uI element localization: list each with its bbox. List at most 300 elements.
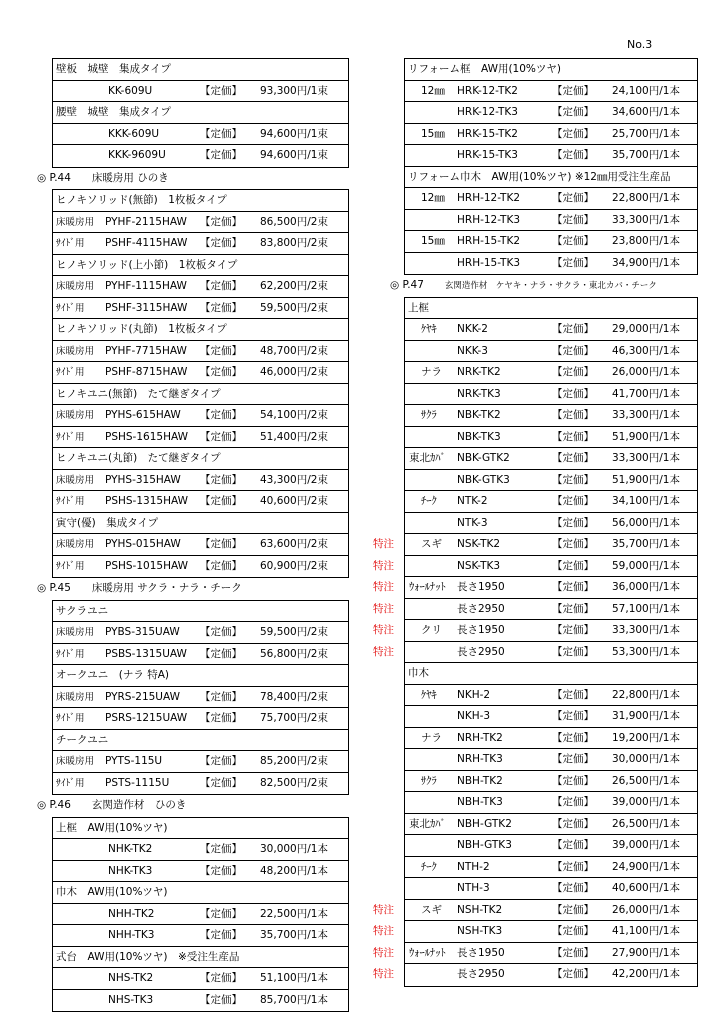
price-label: 【定価】 [552, 946, 594, 959]
price-label: 【定価】 [200, 127, 242, 140]
product-code: NBK-GTK2 [457, 452, 510, 464]
variant-label: ｻｸﾗ [421, 774, 437, 787]
product-row [373, 943, 697, 965]
product-code: PSBS-1315UAW [105, 647, 187, 660]
product-row [405, 706, 697, 728]
price-label: 【定価】 [552, 903, 594, 916]
product-code: NSH-TK3 [457, 925, 503, 937]
product-row [373, 642, 697, 664]
price-value: 40,600円/1本 [612, 882, 680, 894]
product-row [53, 405, 348, 427]
price-label: 【定価】 [552, 235, 594, 247]
product-code: NSK-TK2 [457, 538, 501, 550]
price-label: 【定価】 [552, 127, 594, 140]
product-row [405, 405, 697, 427]
usage-label: 床暖房用 [56, 216, 95, 228]
price-value: 51,900円/1本 [612, 430, 680, 443]
category-header: ヒノキソリッド(丸節) 1枚板タイプ [53, 319, 348, 341]
price-label: 【定価】 [552, 256, 594, 269]
price-label: 【定価】 [552, 84, 594, 97]
price-value: 93,300円/1束 [260, 84, 328, 97]
product-row [53, 556, 348, 578]
price-label: 【定価】 [552, 516, 594, 529]
price-label: 【定価】 [552, 817, 594, 830]
product-row [53, 861, 348, 883]
category-header: ヒノキソリッド(上小節) 1枚板タイプ [53, 255, 348, 277]
price-value: 41,100円/1本 [612, 925, 680, 937]
price-value: 85,200円/2束 [260, 755, 328, 767]
price-block [404, 58, 698, 275]
price-label: 【定価】 [200, 84, 242, 97]
price-value: 59,500円/2束 [260, 626, 328, 638]
product-code: PYHS-015HAW [105, 538, 181, 550]
price-label: 【定価】 [552, 409, 594, 421]
product-row [405, 878, 697, 900]
usage-label: ｻｲﾄﾞ用 [56, 560, 85, 572]
special-order-mark: 特注 [373, 559, 394, 572]
product-row [373, 599, 697, 621]
price-label: 【定価】 [200, 907, 242, 920]
product-code: PSHF-3115HAW [105, 301, 188, 314]
price-value: 26,000円/1本 [612, 903, 680, 916]
price-label: 【定価】 [552, 968, 594, 980]
usage-label: ｻｲﾄﾞ用 [56, 713, 85, 724]
section-title: ◎ P.47 [390, 279, 424, 291]
product-row [405, 102, 697, 124]
special-order-mark: 特注 [373, 624, 394, 636]
price-label: 【定価】 [200, 409, 242, 421]
special-order-mark: 特注 [373, 925, 394, 937]
price-value: 54,100円/2束 [260, 409, 328, 421]
usage-label: ｻｲﾄﾞ用 [56, 431, 85, 443]
price-label: 【定価】 [200, 237, 242, 249]
price-label: 【定価】 [552, 106, 594, 118]
product-row [373, 900, 697, 922]
product-code: 長さ1950 [457, 946, 505, 959]
price-label: 【定価】 [200, 559, 242, 572]
product-code: NBK-GTK3 [457, 473, 510, 486]
product-row [53, 81, 348, 103]
price-label: 【定価】 [200, 430, 242, 443]
special-order-mark: 特注 [373, 538, 394, 550]
usage-label: 床暖房用 [56, 474, 95, 486]
product-row [53, 427, 348, 449]
product-row [405, 362, 697, 384]
price-value: 62,200円/2束 [260, 280, 328, 292]
price-value: 35,700円/1本 [612, 149, 680, 161]
product-code: NSH-TK2 [457, 903, 503, 916]
price-value: 39,000円/1本 [612, 796, 680, 808]
usage-label: ｻｲﾄﾞ用 [56, 302, 85, 314]
product-code: NRH-TK2 [457, 731, 503, 744]
product-code: HRK-15-TK3 [457, 149, 518, 161]
product-row [373, 921, 697, 943]
product-code: PSHS-1315HAW [105, 495, 188, 507]
price-value: 86,500円/2束 [260, 215, 328, 228]
product-code: NBH-TK3 [457, 796, 503, 808]
product-row [53, 708, 348, 730]
product-row [405, 124, 697, 146]
price-value: 26,000円/1本 [612, 366, 680, 378]
product-row [405, 771, 697, 793]
price-value: 34,900円/1本 [612, 256, 680, 269]
product-row [405, 448, 697, 470]
product-row [53, 470, 348, 492]
price-label: 【定価】 [200, 690, 242, 703]
product-row [53, 298, 348, 320]
price-label: 【定価】 [200, 712, 242, 724]
price-label: 【定価】 [552, 149, 594, 161]
product-code: NBH-GTK2 [457, 817, 512, 830]
product-code: NSK-TK3 [457, 559, 501, 572]
product-row [53, 968, 348, 990]
category-header: ヒノキユニ(丸節) たて継ぎタイプ [53, 448, 348, 470]
variant-label: クリ [421, 624, 442, 636]
price-label: 【定価】 [552, 602, 594, 615]
category-header: 腰壁 城壁 集成タイプ [53, 102, 348, 124]
variant-label: ｳｫｰﾙﾅｯﾄ [409, 581, 446, 593]
special-order-mark: 特注 [373, 645, 394, 658]
product-row [53, 212, 348, 234]
price-label: 【定価】 [200, 473, 242, 486]
price-value: 22,800円/1本 [612, 688, 680, 701]
price-label: 【定価】 [552, 344, 594, 357]
price-value: 39,000円/1本 [612, 839, 680, 851]
price-value: 57,100円/1本 [612, 602, 680, 615]
price-value: 43,300円/2束 [260, 473, 328, 486]
variant-label: スギ [421, 903, 442, 916]
product-code: NHH-TK3 [108, 929, 155, 941]
price-label: 【定価】 [552, 213, 594, 226]
category-header: オークユニ (ナラ 特A) [53, 665, 348, 687]
price-label: 【定価】 [200, 972, 242, 984]
price-value: 29,000円/1本 [612, 323, 680, 335]
product-row [373, 964, 697, 986]
price-label: 【定価】 [552, 323, 594, 335]
product-code: NHS-TK2 [108, 972, 154, 984]
price-label: 【定価】 [200, 647, 242, 660]
price-value: 56,000円/1本 [612, 516, 680, 529]
price-value: 35,700円/1本 [612, 538, 680, 550]
product-row [53, 534, 348, 556]
price-value: 35,700円/1本 [260, 929, 328, 941]
price-label: 【定価】 [552, 387, 594, 400]
price-label: 【定価】 [552, 473, 594, 486]
price-value: 46,000円/2束 [260, 366, 328, 378]
price-value: 85,700円/1本 [260, 993, 328, 1006]
product-row [405, 81, 697, 103]
usage-label: 床暖房用 [56, 345, 95, 357]
price-value: 23,800円/1本 [612, 235, 680, 247]
usage-label: ｻｲﾄﾞ用 [56, 648, 85, 660]
variant-label: ﾁｰｸ [421, 495, 437, 507]
product-row [405, 685, 697, 707]
price-label: 【定価】 [552, 925, 594, 937]
category-header: 式台 AW用(10%ツヤ) ※受注生産品 [53, 947, 348, 969]
product-row [53, 990, 348, 1012]
product-code: NHK-TK2 [108, 843, 153, 855]
product-code: HRK-12-TK2 [457, 84, 518, 97]
product-code: HRH-15-TK3 [457, 256, 521, 269]
price-label: 【定価】 [552, 839, 594, 851]
product-code: NRK-TK2 [457, 366, 501, 378]
price-label: 【定価】 [200, 929, 242, 941]
page-number: No.3 [627, 38, 653, 51]
price-label: 【定価】 [552, 452, 594, 464]
price-label: 【定価】 [200, 843, 242, 855]
product-row [53, 233, 348, 255]
variant-label: 12㎜ [421, 84, 445, 97]
product-row [405, 319, 697, 341]
product-code: HRH-15-TK2 [457, 235, 521, 247]
product-row [405, 513, 697, 535]
price-label: 【定価】 [200, 495, 242, 507]
usage-label: 床暖房用 [56, 691, 95, 703]
product-row [405, 231, 697, 253]
category-header: リフォーム框 AW用(10%ツヤ) [405, 59, 697, 81]
product-code: NRK-TK3 [457, 387, 501, 400]
left-column [37, 58, 349, 1012]
product-code: NKK-2 [457, 323, 488, 335]
price-value: 78,400円/2束 [260, 690, 328, 703]
price-label: 【定価】 [552, 559, 594, 572]
category-header: リフォーム巾木 AW用(10%ツヤ) ※12㎜用受注生産品 [405, 167, 697, 189]
product-code: PYHS-315HAW [105, 473, 181, 486]
product-code: 長さ1950 [457, 581, 505, 593]
category-header: ヒノキソリッド(無節) 1枚板タイプ [53, 190, 348, 212]
product-row [405, 384, 697, 406]
product-code: NBK-TK3 [457, 430, 501, 443]
category-header: 上框 [405, 298, 697, 320]
product-code: HRH-12-TK2 [457, 192, 521, 204]
price-value: 94,600円/1束 [260, 149, 328, 161]
product-row [405, 253, 697, 275]
price-label: 【定価】 [200, 993, 242, 1006]
special-order-mark: 特注 [373, 602, 394, 615]
price-value: 24,100円/1本 [612, 84, 680, 97]
category-header: ヒノキユニ(無節) たて継ぎタイプ [53, 384, 348, 406]
product-row [53, 276, 348, 298]
price-value: 30,000円/1本 [260, 843, 328, 855]
price-value: 41,700円/1本 [612, 387, 680, 400]
category-header: チークユニ [53, 730, 348, 752]
product-row [53, 839, 348, 861]
variant-label: ｻｸﾗ [421, 409, 437, 421]
category-header: 巾木 [405, 663, 697, 685]
product-row [405, 341, 697, 363]
product-row [53, 687, 348, 709]
price-value: 59,000円/1本 [612, 559, 680, 572]
variant-label: ﾁｰｸ [421, 860, 437, 873]
price-block [52, 600, 349, 796]
usage-label: 床暖房用 [56, 756, 95, 767]
product-row [53, 773, 348, 795]
price-value: 25,700円/1本 [612, 127, 680, 140]
price-label: 【定価】 [200, 344, 242, 357]
product-code: NHS-TK3 [108, 993, 154, 1006]
price-value: 22,800円/1本 [612, 192, 680, 204]
category-header: 上框 AW用(10%ツヤ) [53, 818, 348, 840]
price-value: 24,900円/1本 [612, 860, 680, 873]
section-heading [37, 168, 349, 190]
product-row [53, 925, 348, 947]
price-value: 48,200円/1本 [260, 864, 328, 877]
product-code: PSHS-1615HAW [105, 430, 188, 443]
price-label: 【定価】 [200, 280, 242, 292]
price-value: 33,300円/1本 [612, 409, 680, 421]
section-title: ◎ P.46 玄関造作材 ひのき [37, 799, 187, 811]
price-label: 【定価】 [200, 538, 242, 550]
price-value: 82,500円/2束 [260, 776, 328, 789]
product-code: NRH-TK3 [457, 753, 503, 765]
product-code: NHK-TK3 [108, 864, 153, 877]
variant-label: 東北ｶﾊﾞ [409, 452, 446, 464]
product-row [405, 470, 697, 492]
product-row [53, 124, 348, 146]
special-order-mark: 特注 [373, 581, 394, 593]
variant-label: 15㎜ [421, 127, 445, 140]
price-label: 【定価】 [552, 731, 594, 744]
price-value: 31,900円/1本 [612, 710, 680, 722]
variant-label: ｹﾔｷ [421, 688, 437, 701]
product-row [373, 577, 697, 599]
product-code: NTK-3 [457, 516, 488, 529]
product-row [53, 491, 348, 513]
product-row [405, 728, 697, 750]
price-block [52, 189, 349, 578]
variant-label: 15㎜ [421, 235, 445, 247]
price-block [52, 817, 349, 1013]
price-label: 【定価】 [552, 796, 594, 808]
price-value: 53,300円/1本 [612, 645, 680, 658]
price-label: 【定価】 [552, 366, 594, 378]
product-code: 長さ2950 [457, 645, 505, 658]
price-value: 33,300円/1本 [612, 213, 680, 226]
product-code: NHH-TK2 [108, 907, 155, 920]
product-row [53, 622, 348, 644]
price-label: 【定価】 [552, 430, 594, 443]
variant-label: ｳｫｰﾙﾅｯﾄ [409, 946, 446, 959]
product-row [53, 362, 348, 384]
product-code: NTK-2 [457, 495, 488, 507]
price-value: 42,200円/1本 [612, 968, 680, 980]
price-value: 22,500円/1本 [260, 907, 328, 920]
section-title: ◎ P.45 床暖房用 サクラ・ナラ・チーク [37, 582, 242, 594]
product-code: NKK-3 [457, 344, 488, 357]
product-row [405, 814, 697, 836]
product-code: PYHF-2115HAW [105, 215, 187, 228]
product-row [53, 341, 348, 363]
product-code: PYBS-315UAW [105, 626, 180, 638]
product-code: KKK-609U [108, 127, 160, 140]
product-row [405, 210, 697, 232]
price-value: 56,800円/2束 [260, 647, 328, 660]
variant-label: スギ [421, 538, 442, 550]
variant-label: ｹﾔｷ [421, 323, 437, 335]
usage-label: ｻｲﾄﾞ用 [56, 777, 85, 789]
product-row [53, 644, 348, 666]
price-label: 【定価】 [552, 882, 594, 894]
special-order-mark: 特注 [373, 968, 394, 980]
product-row [405, 792, 697, 814]
price-label: 【定価】 [200, 626, 242, 638]
product-code: PSRS-1215UAW [105, 712, 188, 724]
price-label: 【定価】 [552, 495, 594, 507]
price-value: 19,200円/1本 [612, 731, 680, 744]
price-label: 【定価】 [200, 776, 242, 789]
price-value: 75,700円/2束 [260, 712, 328, 724]
price-label: 【定価】 [200, 864, 242, 877]
product-code: NBH-GTK3 [457, 839, 512, 851]
price-value: 59,500円/2束 [260, 301, 328, 314]
product-code: 長さ2950 [457, 602, 505, 615]
product-code: PYRS-215UAW [105, 690, 180, 703]
product-code: NTH-2 [457, 860, 490, 873]
price-label: 【定価】 [552, 753, 594, 765]
price-value: 51,400円/2束 [260, 430, 328, 443]
price-value: 94,600円/1束 [260, 127, 328, 140]
variant-label: 東北ｶﾊﾞ [409, 817, 446, 830]
price-value: 60,900円/2束 [260, 559, 328, 572]
variant-label: ナラ [421, 366, 442, 378]
usage-label: 床暖房用 [56, 539, 95, 550]
price-value: 36,000円/1本 [612, 581, 680, 593]
price-label: 【定価】 [552, 581, 594, 593]
usage-label: 床暖房用 [56, 627, 95, 638]
product-code: PSHF-8715HAW [105, 366, 188, 378]
product-code: 長さ1950 [457, 624, 505, 636]
price-label: 【定価】 [200, 366, 242, 378]
usage-label: 床暖房用 [56, 281, 95, 292]
product-row [405, 427, 697, 449]
product-code: PSTS-1115U [105, 776, 170, 789]
usage-label: ｻｲﾄﾞ用 [56, 367, 85, 378]
right-column [373, 58, 698, 987]
price-value: 48,700円/2束 [260, 344, 328, 357]
product-row [53, 751, 348, 773]
category-header: サクラユニ [53, 601, 348, 623]
usage-label: ｻｲﾄﾞ用 [56, 496, 85, 507]
price-block [373, 297, 698, 987]
price-value: 46,300円/1本 [612, 344, 680, 357]
product-row [405, 835, 697, 857]
price-value: 26,500円/1本 [612, 774, 680, 787]
product-code: NBH-TK2 [457, 774, 503, 787]
price-label: 【定価】 [200, 755, 242, 767]
product-row [405, 188, 697, 210]
product-code: PYHF-1115HAW [105, 280, 187, 292]
category-header: 寅守(優) 集成タイプ [53, 513, 348, 535]
price-label: 【定価】 [552, 192, 594, 204]
price-label: 【定価】 [552, 710, 594, 722]
variant-label: ナラ [421, 731, 442, 744]
product-code: NBK-TK2 [457, 409, 501, 421]
price-value: 30,000円/1本 [612, 753, 680, 765]
special-order-mark: 特注 [373, 903, 394, 916]
usage-label: 床暖房用 [56, 410, 95, 421]
price-value: 83,800円/2束 [260, 237, 328, 249]
price-value: 51,100円/1本 [260, 972, 328, 984]
product-row [53, 145, 348, 167]
product-code: NKH-3 [457, 710, 491, 722]
variant-label: 12㎜ [421, 192, 445, 204]
product-code: HRK-12-TK3 [457, 106, 518, 118]
price-value: 33,300円/1本 [612, 624, 680, 636]
usage-label: ｻｲﾄﾞ用 [56, 238, 85, 249]
price-label: 【定価】 [552, 538, 594, 550]
product-code: HRK-15-TK2 [457, 127, 518, 140]
product-code: PYHF-7715HAW [105, 344, 187, 357]
